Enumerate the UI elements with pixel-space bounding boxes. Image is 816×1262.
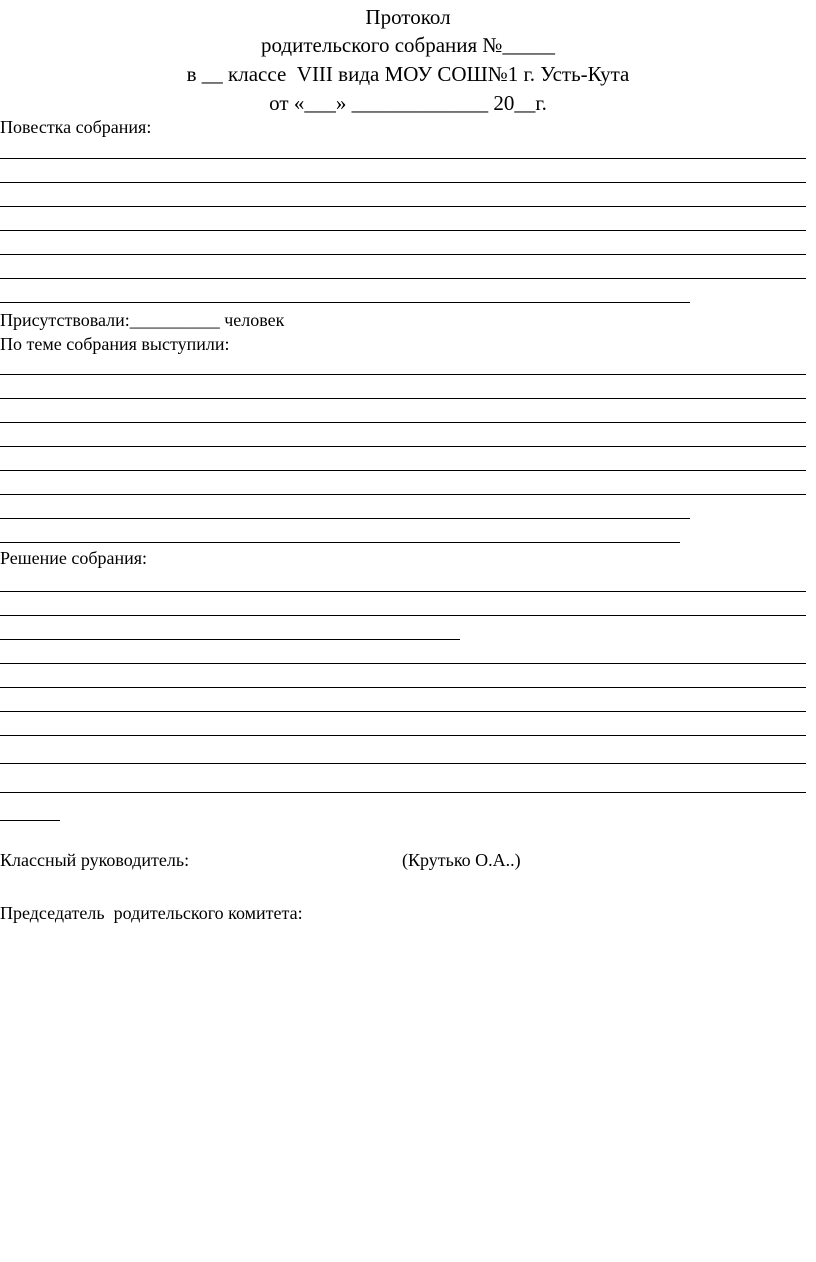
- committee-chair-label: Председатель родительского комитета:: [0, 903, 303, 923]
- decision-fill-line: [0, 615, 806, 616]
- agenda-fill-line: [0, 254, 806, 255]
- agenda-fill-line: [0, 302, 690, 303]
- speakers-fill-line: [0, 422, 806, 423]
- class-school-line: в __ классе VIII вида МОУ СОШ№1 г. Усть-Кута: [186, 62, 630, 86]
- decision-fill-line: [0, 763, 806, 764]
- date-line: от «___» _____________ 20__г.: [269, 91, 547, 115]
- speakers-label: По теме собрания выступили:: [0, 334, 230, 354]
- speakers-fill-line: [0, 470, 806, 471]
- decision-fill-line: [0, 639, 460, 640]
- decision-fill-line: [0, 663, 806, 664]
- agenda-fill-line: [0, 158, 806, 159]
- speakers-fill-line: [0, 446, 806, 447]
- speakers-fill-line: [0, 494, 806, 495]
- document-title: Протокол: [365, 5, 451, 29]
- speakers-fill-line: [0, 398, 806, 399]
- decision-fill-line: [0, 820, 60, 821]
- decision-fill-line: [0, 792, 806, 793]
- agenda-label: Повестка собрания:: [0, 117, 152, 137]
- agenda-fill-line: [0, 182, 806, 183]
- class-teacher-label: Классный руководитель:: [0, 850, 190, 870]
- class-teacher-name: (Крутько О.А..): [402, 850, 521, 870]
- decision-fill-line: [0, 735, 806, 736]
- decision-fill-line: [0, 711, 806, 712]
- agenda-fill-line: [0, 230, 806, 231]
- document-subtitle: родительского собрания №_____: [261, 33, 555, 57]
- present-label: Присутствовали:__________ человек: [0, 310, 285, 330]
- speakers-fill-line: [0, 374, 806, 375]
- speakers-fill-line: [0, 542, 680, 543]
- decision-fill-line: [0, 591, 806, 592]
- decision-fill-line: [0, 687, 806, 688]
- agenda-fill-line: [0, 278, 806, 279]
- decision-label: Решение собрания:: [0, 548, 148, 568]
- speakers-fill-line: [0, 518, 690, 519]
- agenda-fill-line: [0, 206, 806, 207]
